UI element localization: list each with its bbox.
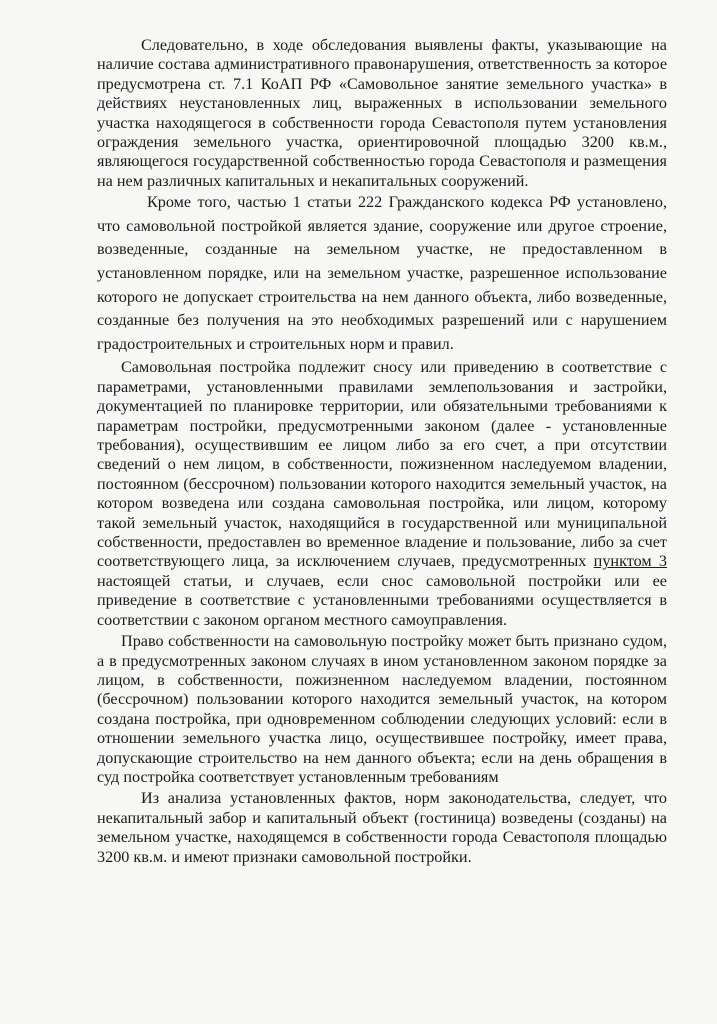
clause-3-link[interactable]: пунктом 3 bbox=[593, 552, 667, 571]
paragraph-3-text-after: настоящей статьи, и случаев, если снос самовольной постройки или ее приведение в соответствие с установленными требованиями осуществляется в соответствии с законом органом местного самоуправления. bbox=[97, 571, 667, 629]
paragraph-5: Из анализа установленных фактов, норм законодательства, следует, что некапитальный забор и капитальный объект (гостиница) возведены (созданы) на земельном участке, находящемся в собственности города Севастополя площадью 3200 кв.м. и имеют признаки самовольной постройки. bbox=[97, 789, 667, 866]
paragraph-1: Следовательно, в ходе обследования выявлены факты, указывающие на наличие состава административного правонарушения, ответственность за которое предусмотрена ст. 7.1 КоАП РФ «Самовольное занятие земельного участка» в действиях неустановленных лиц, выраженных в использовании земельного участка находящегося в собственности города Севастополя путем установления ограждения земельного участка, ориентировочной площадью 3200 кв.м., являющегося государственной собственностью города Севастополя и размещения на нем различных капитальных и некапитальных сооружений. bbox=[97, 36, 667, 190]
paragraph-3 bbox=[97, 358, 667, 630]
paragraph-3-text-before: Самовольная постройка подлежит сносу или приведению в соответствие с параметрами, установленными правилами землепользования и застройки, документацией по планировке территории, или обязательными требованиями к параметрам постройки, предусмотренными законом (далее - установленные требования), осуществившим ее лицом либо за его счет, а при отсутствии сведений о нем лицом, в собственности, пожизненном наследуемом владении, постоянном (бессрочном) пользовании которого находится земельный участок, на котором возведена или создана самовольная постройка, или лицом, которому такой земельный участок, находящийся в государственной или муниципальной собственности, предоставлен во временное владение и пользование, либо за счет соответствующего лица, за исключением случаев, предусмотренных bbox=[97, 358, 667, 571]
paragraph-2: Кроме того, частью 1 статьи 222 Гражданского кодекса РФ установлено, что самовольной постройкой является здание, сооружение или другое строение, возведенные, созданные на земельном участке, не предоставленном в установленном порядке, или на земельном участке, разрешенное использование которого не допускает строительства на нем данного объекта, либо возведенные, созданные без получения на это необходимых разрешений или с нарушением градостроительных и строительных норм и правил. bbox=[97, 193, 667, 353]
paragraph-4: Право собственности на самовольную постройку может быть признано судом, а в предусмотренных законом случаях в ином установленном законом порядке за лицом, в собственности, пожизненном наследуемом владении, постоянном (бессрочном) пользовании которого находится земельный участок, на котором создана постройка, при одновременном соблюдении следующих условий: если в отношении земельного участка лицо, осуществившее постройку, имеет права, допускающие строительство на нем данного объекта; если на день обращения в суд постройка соответствует установленным требованиям bbox=[97, 632, 667, 786]
document-body bbox=[97, 36, 667, 867]
